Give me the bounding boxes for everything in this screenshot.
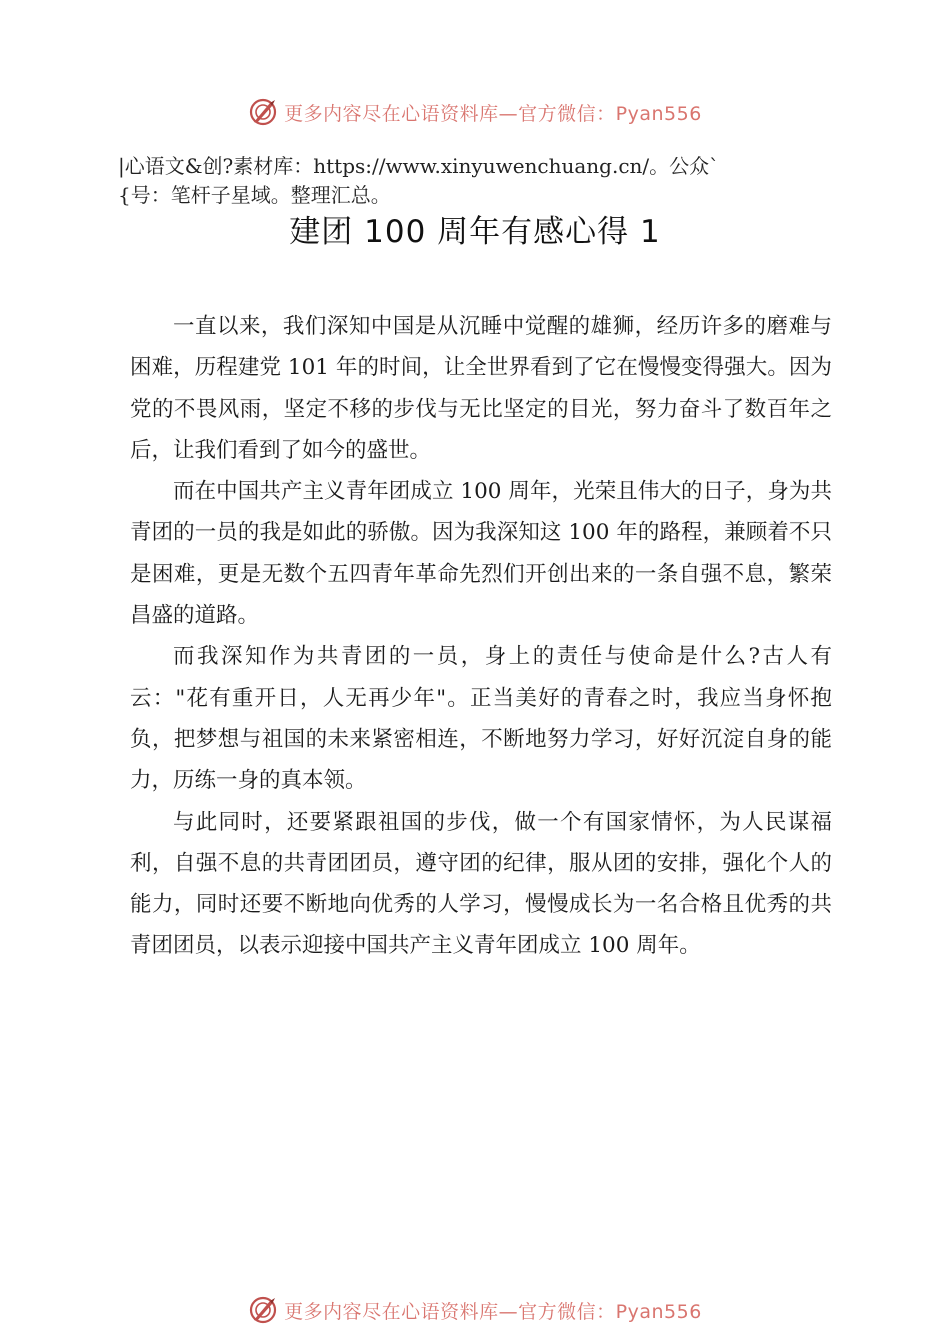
paragraph-3: 而我深知作为共青团的一员，身上的责任与使命是什么?古人有云："花有重开日，人无再少年"。正当美好的青春之时，我应当身怀抱负，把梦想与祖国的未来紧密相连，不断地努力学习，好好沉淀自身的能力，历练一身的真本领。 [130, 644, 832, 794]
paragraph-4: 与此同时，还要紧跟祖国的步伐，做一个有国家情怀，为人民谋福利，自强不息的共青团团员，遵守团的纪律，服从团的安排，强化个人的能力，同时还要不断地向优秀的人学习，慢慢成长为一名合格且优秀的共青团团员，以表示迎接中国共产主义青年团成立 100 周年。 [130, 809, 832, 959]
paragraph-2: 而在中国共产主义青年团成立 100 周年，光荣且伟大的日子，身为共青团的一员的我是如此的骄傲。因为我深知这 100 年的路程，兼顾着不只是困难，更是无数个五四青年革命先烈们开创出来的一条自强不息，繁荣昌盛的道路。 [130, 479, 832, 629]
top-banner [0, 92, 950, 132]
document-title: 建团 100 周年有感心得 1 [289, 214, 661, 250]
quill-logo-icon [248, 1295, 278, 1325]
source-note-line-1: |心语文&创?素材库：https://www.xinyuwenchuang.cn/。公众` [118, 154, 720, 178]
source-note-line-2: {号：笔杆子星域。整理汇总。 [118, 183, 391, 207]
quill-logo-icon [248, 97, 278, 127]
bottom-banner [0, 1290, 950, 1330]
document-body [130, 306, 832, 967]
source-note [118, 152, 848, 210]
banner-text: 更多内容尽在心语资料库—官方微信：Pyan556 [284, 102, 702, 125]
paragraph-1: 一直以来，我们深知中国是从沉睡中觉醒的雄狮，经历许多的磨难与困难，历程建党 101 年的时间，让全世界看到了它在慢慢变得强大。因为党的不畏风雨，坚定不移的步伐与无比坚定的目光，努力奋斗了数百年之后，让我们看到了如今的盛世。 [130, 314, 832, 463]
banner-text: 更多内容尽在心语资料库—官方微信：Pyan556 [284, 1300, 702, 1323]
